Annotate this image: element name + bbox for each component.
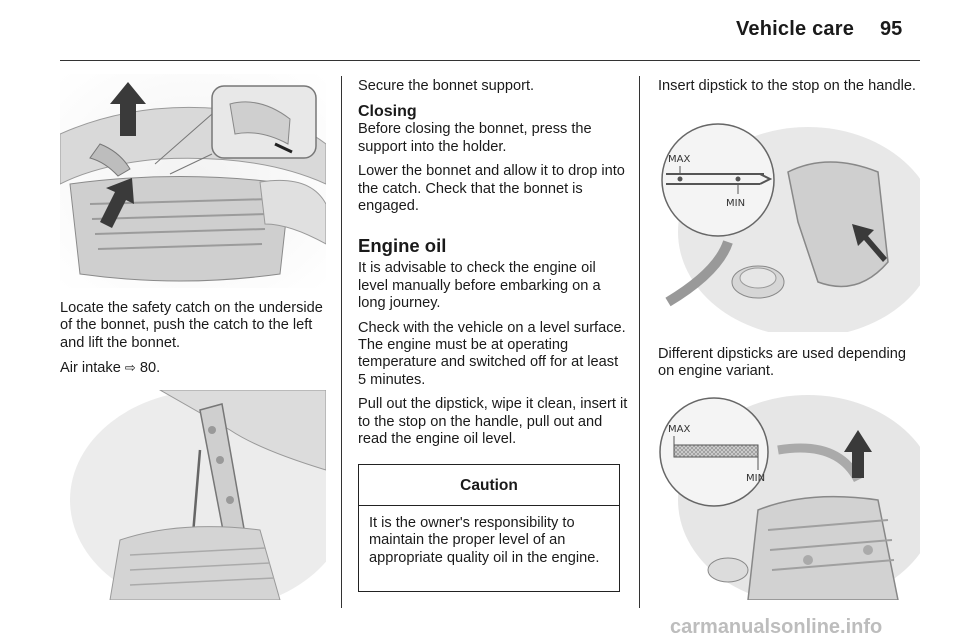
caution-box <box>358 464 620 592</box>
dipstick-illustration-2 <box>658 390 920 600</box>
safety-catch-instructions: Locate the safety catch on the underside of the bonnet, push the catch to the left and lift the bonnet. <box>60 300 323 351</box>
air-intake-text: Air intake <box>60 360 121 377</box>
dipstick-drawing-1 <box>658 122 920 332</box>
page-number: 95 <box>880 18 903 40</box>
bonnet-support-illustration <box>60 390 326 600</box>
secure-support-text: Secure the bonnet support. <box>358 78 535 94</box>
watermark: carmanualsonline.info <box>670 616 883 638</box>
caution-text: It is the owner's responsibility to maintain the proper level of an appropriate quality oil in the engine. <box>369 515 600 566</box>
dipstick1-max-label: MAX <box>668 154 691 165</box>
bonnet-support-drawing <box>60 390 326 600</box>
engine-oil-para-2: Check with the vehicle on a level surface. The engine must be at operating temperature and switched off for at least 5 minutes. <box>358 319 626 388</box>
dipstick-drawing-2 <box>658 390 920 600</box>
dipstick1-min-label: MIN <box>726 198 746 209</box>
bonnet-catch-illustration <box>60 74 326 288</box>
closing-para-2: Lower the bonnet and allow it to drop into the catch. Check that the bonnet is engaged. <box>358 163 625 215</box>
dipstick-illustration-1 <box>658 122 920 332</box>
air-intake-reference <box>60 359 330 377</box>
different-dipsticks-text: Different dipsticks are used depending on engine variant. <box>658 346 906 380</box>
closing-para-1: Before closing the bonnet, press the support into the holder. <box>358 121 592 155</box>
page-header-title: Vehicle care <box>736 18 855 40</box>
column3-text-middle <box>658 346 920 388</box>
engine-oil-heading: Engine oil <box>358 235 447 257</box>
caution-title: Caution <box>359 465 619 506</box>
dipstick2-min-label: MIN <box>746 473 766 484</box>
column2-text <box>358 78 628 456</box>
engine-oil-para-1: It is advisable to check the engine oil level manually before embarking on a long journey. <box>358 260 601 312</box>
bonnet-catch-drawing <box>60 74 326 288</box>
column-divider-right <box>639 76 640 608</box>
column1-text-top <box>60 300 330 385</box>
dipstick2-max-label: MAX <box>668 424 691 435</box>
page-reference-arrow-icon: ⇨ <box>124 360 136 376</box>
column3-text-top <box>658 78 920 102</box>
header-rule <box>60 60 920 61</box>
column-divider-left <box>341 76 342 608</box>
engine-oil-para-3: Pull out the dipstick, wipe it clean, insert it to the stop on the handle, pull out and read the engine oil level. <box>358 396 628 448</box>
insert-dipstick-text: Insert dipstick to the stop on the handle. <box>658 78 916 94</box>
air-intake-page-ref[interactable]: 80. <box>139 360 161 377</box>
closing-heading: Closing <box>358 103 417 121</box>
